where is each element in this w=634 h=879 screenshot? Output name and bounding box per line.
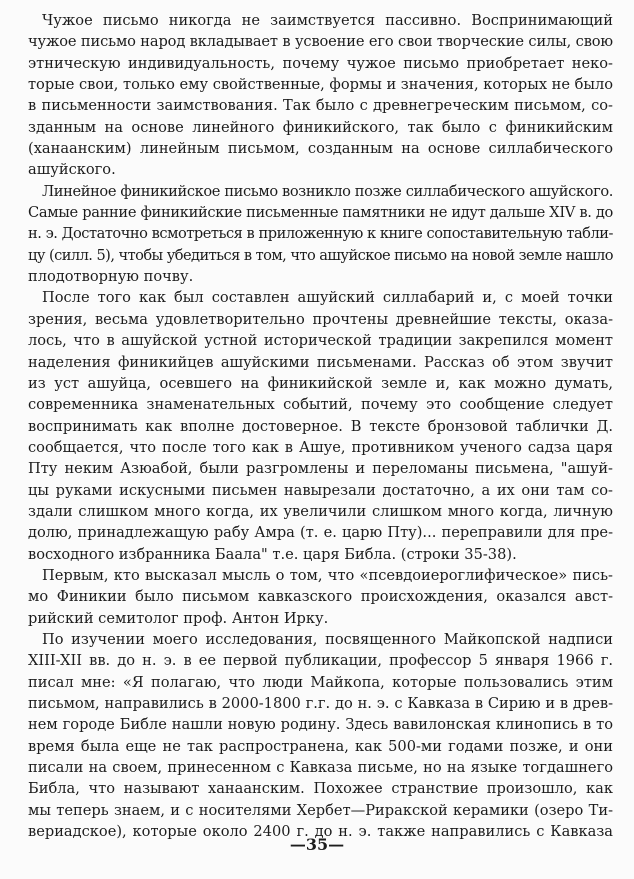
text-line: цы руками искусными письмен навырезали достаточно, а их они там со- [28, 481, 613, 499]
text-line: нем городе Библе нашли новую родину. Здесь вавилонская клинопись в то [28, 716, 613, 734]
text-line: долю, принадлежащую рабу Амра (т. е. царю Пту)... переправили для пре- [28, 524, 613, 542]
text-line: восходного избранника Баала" т.е. царя Библа. (строки 35-38). [28, 545, 517, 563]
text-line: вериадское), которые около 2400 г. до н. э. также направились с Кавказа [28, 823, 613, 841]
text-line: из уст ашуйца, осевшего на финикийской земле и, как можно думать, [28, 374, 613, 392]
text-line: современника знаменательных событий, почему это сообщение следует [28, 396, 613, 414]
text-line: зрения, весьма удовлетворительно прочтены древнейшие тексты, оказа- [28, 310, 613, 328]
text-line: Первым, кто высказал мысль о том, что «псевдоиероглифическое» пись- [42, 566, 613, 584]
text-line: писал мне: «Я полагаю, что люди Майкопа, которые пользовались этим [28, 673, 613, 691]
text-line: По изучении моего исследования, посвященного Майкопской надписи [42, 630, 613, 648]
text-line: этническую индивидуальность, почему чужое письмо приобретает неко- [28, 54, 613, 72]
text-line: рийский семитолог проф. Антон Ирку. [28, 609, 329, 627]
text-line: время была еще не так распространена, как 500-ми годами позже, и они [28, 737, 613, 755]
text-line: сообщается, что после того как в Ашуе, противником ученого садза царя [28, 438, 613, 456]
text-line: XIII-XII вв. до н. э. в ее первой публикации, профессор 5 января 1966 г. [28, 652, 613, 670]
text-line: лось, что в ашуйской устной исторической традиции закрепился момент [28, 332, 613, 350]
text-line: После того как был составлен ашуйский силлабарий и, с моей точки [42, 289, 613, 307]
text-line: зданным на основе линейного финикийского, так было с финикийским [28, 118, 613, 136]
text-line: плодотворную почву. [28, 268, 194, 286]
text-line: Библа, что называют ханаанским. Похожее странствие произошло, как [28, 780, 613, 798]
text-line: здали слишком много когда, их увеличили слишком много когда, личную [28, 502, 613, 520]
body-text [28, 10, 613, 842]
text-line: мы теперь знаем, и с носителями Хербет—Риракской керамики (озеро Ти- [28, 801, 613, 819]
text-line: н. э. Достаточно всмотреться в приложенную к книге сопоставительную табли- [28, 225, 613, 243]
text-line: наделения финикийцев ашуйскими письменами. Рассказ об этом звучит [28, 353, 613, 371]
text-line: воспринимать как вполне достоверное. В тексте бронзовой таблички Д. [28, 417, 613, 435]
text-line: Самые ранние финикийские письменные памятники не идут дальше XIV в. до [28, 204, 614, 222]
text-line: Линейное финикийское письмо возникло позже силлабического ашуйского. [42, 182, 613, 200]
text-line: Пту неким Азюабой, были разгромлены и переломаны письмена, "ашуй- [28, 460, 613, 478]
text-line: в письменности заимствования. Так было с древнегреческим письмом, со- [28, 97, 613, 115]
text-line: писали на своем, принесенном с Кавказа письме, но на языке тогдашнего [28, 759, 613, 777]
text-line: (ханаанским) линейным письмом, созданным на основе силлабического [28, 140, 613, 158]
text-line: ашуйского. [28, 161, 116, 179]
text-line: Чужое письмо никогда не заимствуется пассивно. Воспринимающий [42, 12, 613, 29]
text-line: чужое письмо народ вкладывает в усвоение его свои творческие силы, свою [28, 33, 613, 51]
text-line: мо Финикии было письмом кавказского происхождения, оказался авст- [28, 588, 613, 606]
text-line: торые свои, только ему свойственные, формы и значения, которых не было [28, 76, 613, 94]
text-line: письмом, направились в 2000-1800 г.г. до н. э. с Кавказа в Сирию и в древ- [28, 695, 613, 712]
text-line: цу (силл. 5), чтобы убедиться в том, что ашуйское письмо на новой земле нашло [28, 246, 614, 264]
page-number: —35— [289, 835, 345, 854]
